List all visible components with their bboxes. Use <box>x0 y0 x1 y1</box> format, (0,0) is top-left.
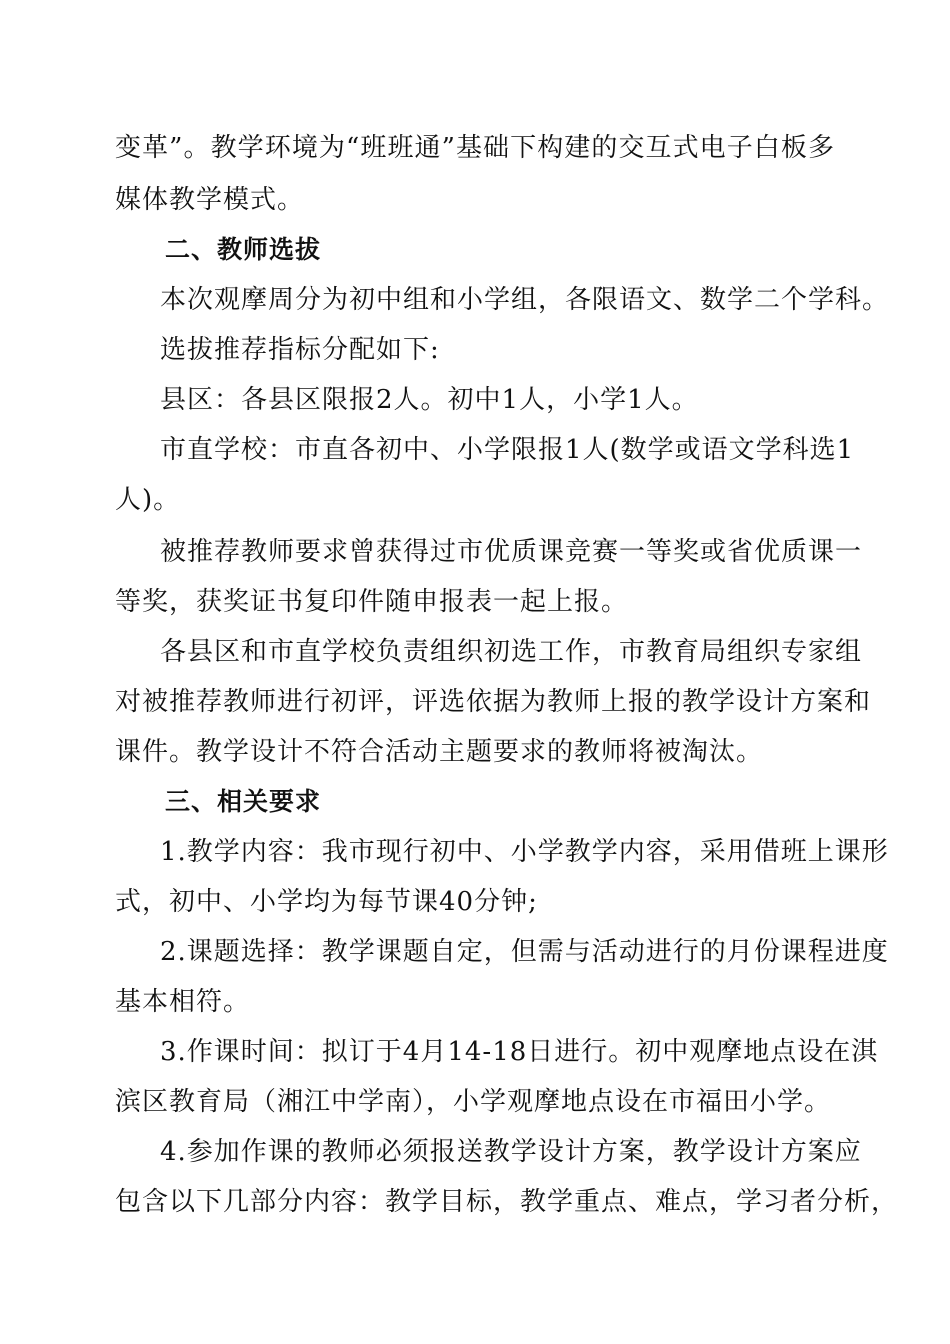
paragraph-line: 变革”。教学环境为“班班通”基础下构建的交互式电子白板多 <box>115 133 835 163</box>
paragraph-line: 3.作课时间：拟订于4月14-18日进行。初中观摩地点设在淇 <box>160 1037 879 1067</box>
paragraph-line: 各县区和市直学校负责组织初选工作，市教育局组织专家组 <box>160 637 863 667</box>
paragraph-line: 被推荐教师要求曾获得过市优质课竞赛一等奖或省优质课一 <box>160 537 863 567</box>
paragraph-line: 滨区教育局（湘江中学南），小学观摩地点设在市福田小学。 <box>115 1087 832 1117</box>
paragraph-line: 选拔推荐指标分配如下: <box>160 335 440 365</box>
paragraph-line: 包含以下几部分内容：教学目标，教学重点、难点，学习者分析， <box>115 1187 899 1217</box>
paragraph-line: 1.教学内容：我市现行初中、小学教学内容，采用借班上课形 <box>160 837 889 867</box>
paragraph-line: 人)。 <box>115 485 181 515</box>
paragraph-line: 2.课题选择：教学课题自定，但需与活动进行的月份课程进度 <box>160 937 889 967</box>
paragraph-line: 4.参加作课的教师必须报送教学设计方案，教学设计方案应 <box>160 1137 862 1167</box>
paragraph-line: 对被推荐教师进行初评，评选依据为教师上报的教学设计方案和 <box>115 687 872 717</box>
paragraph-line: 等奖，获奖证书复印件随申报表一起上报。 <box>115 587 629 617</box>
paragraph-line: 县区：各县区限报2人。初中1人，小学1人。 <box>160 385 699 415</box>
section-heading-teacher-selection: 二、教师选拔 <box>165 235 322 264</box>
paragraph-line: 式，初中、小学均为每节课40分钟; <box>115 887 538 917</box>
paragraph-line: 市直学校：市直各初中、小学限报1人(数学或语文学科选1 <box>160 435 855 465</box>
paragraph-line: 媒体教学模式。 <box>115 185 305 215</box>
paragraph-line: 课件。教学设计不符合活动主题要求的教师将被淘汰。 <box>115 737 764 767</box>
paragraph-line: 基本相符。 <box>115 987 251 1017</box>
section-heading-requirements: 三、相关要求 <box>165 787 322 816</box>
paragraph-line: 本次观摩周分为初中组和小学组，各限语文、数学二个学科。 <box>160 285 890 315</box>
